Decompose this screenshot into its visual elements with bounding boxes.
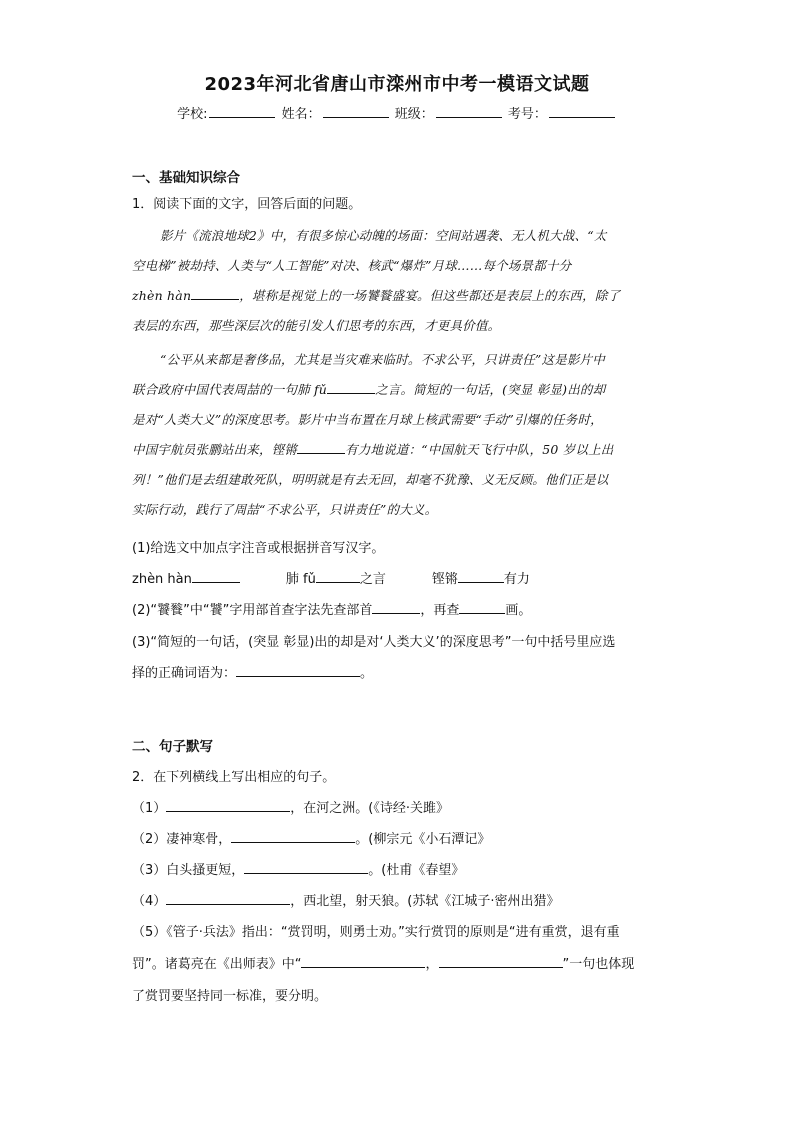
- passage-text: 联合政府中国代表周喆的一句肺 fǔ: [132, 382, 328, 397]
- answer-blank-1[interactable]: [192, 570, 240, 583]
- dictation-item-4: [132, 890, 560, 909]
- subquestion-1: (1)给选文中加点字注音或根据拼音写汉字。: [132, 541, 385, 556]
- pinyin-zhenhan: zhèn hàn: [132, 288, 192, 303]
- answer-blank-3[interactable]: [458, 570, 504, 583]
- dictation-item-5-line-2: [132, 953, 634, 972]
- dictation-item-3: [132, 859, 464, 878]
- dictation-blank-3[interactable]: [244, 861, 368, 874]
- radical-blank[interactable]: [372, 601, 420, 614]
- sub2-text: 画。: [505, 603, 532, 618]
- stroke-blank[interactable]: [459, 601, 505, 614]
- dictation-blank-4[interactable]: [166, 892, 290, 905]
- item-text: 罚”。诸葛亮在《出师表》中“: [132, 957, 302, 972]
- section-1-heading: 一、基础知识综合: [132, 170, 240, 186]
- dictation-item-5-line-1: （5）《管子·兵法》指出：“赏罚明，则勇士劝。”实行赏罚的原则是“进有重赏，退有重: [132, 925, 620, 940]
- sub3-text: 择的正确词语为：: [132, 666, 237, 681]
- pinyin-answer-row: [132, 568, 530, 587]
- student-info-line: [0, 103, 794, 122]
- pinyin-item-3-suffix: 有力: [503, 572, 530, 587]
- subquestion-2: [132, 599, 531, 618]
- answer-blank-2[interactable]: [316, 570, 360, 583]
- subquestion-3-line-2: [132, 662, 373, 681]
- passage-2-line-3: 是对“人类大义”的深度思考。影片中当布置在月球上核武需要“手动”引爆的任务时，: [132, 412, 603, 427]
- passage-1-line-3: [132, 286, 620, 304]
- class-label: 班级：: [394, 107, 434, 122]
- passage-text: 中国宇航员张鹏站出来，铿锵: [132, 442, 298, 457]
- item-text: ，在河之洲。(《诗经·关雎》: [290, 801, 449, 816]
- question-1-stem: 1．阅读下面的文字，回答后面的问题。: [132, 197, 362, 212]
- school-label: 学校:: [177, 107, 208, 122]
- name-label: 姓名：: [281, 107, 321, 122]
- dictation-blank-2[interactable]: [231, 830, 355, 843]
- number-label: 考号：: [507, 107, 547, 122]
- item-number: （4）: [132, 894, 167, 909]
- passage-2-line-2: [132, 380, 605, 398]
- item-number: （1）: [132, 801, 167, 816]
- passage-text: ，堪称是视觉上的一场饕餮盛宴。但这些都还是表层上的东西，除了: [239, 288, 621, 303]
- question-2-stem: 2．在下列横线上写出相应的句子。: [132, 770, 336, 785]
- blank-kengqiang[interactable]: [297, 441, 345, 454]
- item-text: ，: [425, 957, 439, 972]
- dictation-item-5-line-3: 了赏罚要坚持同一标准，要分明。: [132, 989, 328, 1004]
- pinyin-item-2-suffix: 之言: [359, 572, 386, 587]
- item-text: 。(柳宗元《小石潭记》: [355, 832, 491, 847]
- dictation-item-1: [132, 797, 449, 816]
- dictation-blank-5a[interactable]: [301, 955, 425, 968]
- item-text: （2）凄神寒骨，: [132, 832, 232, 847]
- sub2-text: ，再查: [420, 603, 460, 618]
- item-text: （3）白头搔更短，: [132, 863, 245, 878]
- dictation-blank-5b[interactable]: [439, 955, 563, 968]
- passage-2-line-4: [132, 440, 613, 458]
- class-blank[interactable]: [436, 105, 502, 118]
- passage-1-line-2: 空电梯”被劫持、人类与“人工智能”对决、核武“爆炸”月球……每个场景都十分: [132, 258, 572, 273]
- word-choice-blank[interactable]: [236, 664, 360, 677]
- passage-2-line-6: 实际行动，践行了周喆“不求公平，只讲责任”的大义。: [132, 502, 438, 517]
- passage-text: 有力地说道：“中国航天飞行中队，50 岁以上出: [345, 442, 614, 457]
- school-blank[interactable]: [209, 105, 275, 118]
- dictation-blank-1[interactable]: [166, 799, 290, 812]
- sub2-text: (2)“饕餮”中“饕”字用部首查字法先查部首: [132, 603, 373, 618]
- item-text: 。(杜甫《春望》: [368, 863, 465, 878]
- section-2-heading: 二、句子默写: [132, 739, 213, 755]
- number-blank[interactable]: [549, 105, 615, 118]
- passage-1-line-1: 影片《流浪地球2》中，有很多惊心动魄的场面：空间站遇袭、无人机大战、“太: [160, 228, 607, 243]
- pinyin-item-2: 肺 fǔ: [285, 572, 316, 587]
- item-text: ”一句也体现: [562, 957, 635, 972]
- subquestion-3-line-1: (3)“简短的一句话，(突显 彰显)出的却是对‘人类大义’的深度思考”一句中括号里应选: [132, 635, 616, 650]
- blank-fu[interactable]: [327, 381, 375, 394]
- exam-title: 2023年河北省唐山市滦州市中考一模语文试题: [204, 74, 590, 95]
- sub3-text: 。: [360, 666, 374, 681]
- passage-2-line-5: 列！”他们是去组建敢死队，明明就是有去无回，却毫不犹豫、义无反顾。他们正是以: [132, 472, 609, 487]
- passage-2-line-1: “公平从来都是奢侈品，尤其是当灾难来临时。不求公平，只讲责任”这是影片中: [160, 352, 605, 367]
- pinyin-item-3: 铿锵: [431, 572, 458, 587]
- passage-text: 之言。简短的一句话，(突显 彰显)出的却: [375, 382, 606, 397]
- blank-zhenhan[interactable]: [191, 287, 239, 300]
- name-blank[interactable]: [323, 105, 389, 118]
- pinyin-item-1: zhèn hàn: [132, 572, 192, 587]
- passage-1-line-4: 表层的东西，那些深层次的能引发人们思考的东西，才更具价值。: [132, 318, 501, 333]
- dictation-item-2: [132, 828, 490, 847]
- item-text: ，西北望，射天狼。(苏轼《江城子·密州出猎》: [290, 894, 560, 909]
